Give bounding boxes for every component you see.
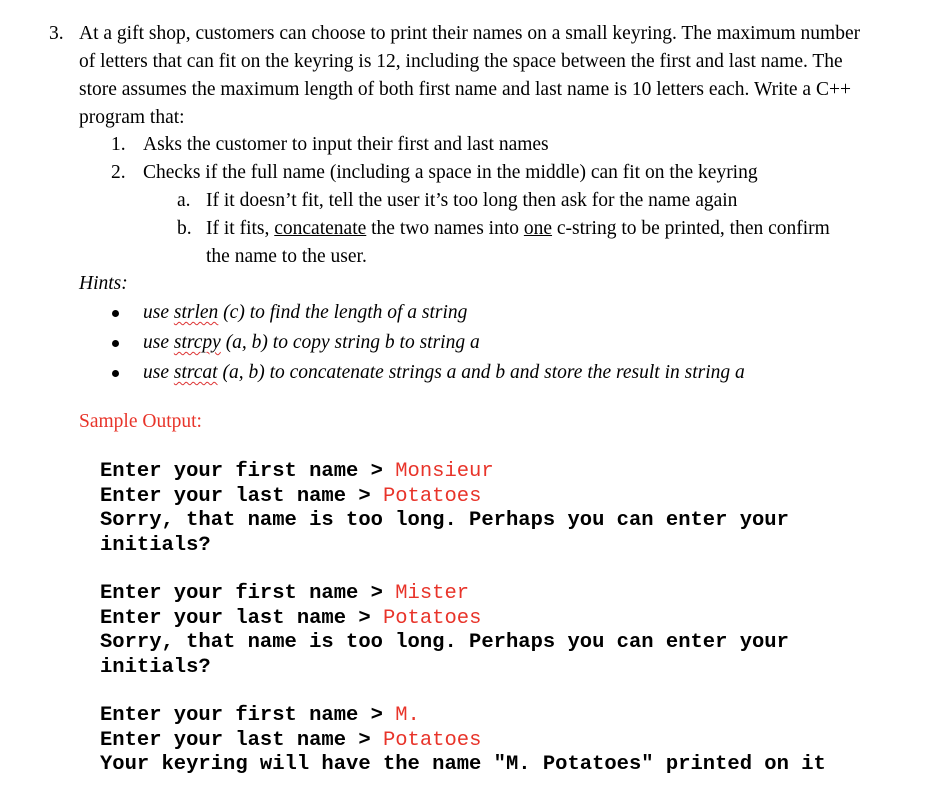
function-name: strcpy	[173, 332, 221, 353]
sample-output-label: Sample Output:	[79, 411, 202, 432]
substep-text: If it doesn’t fit, tell the user it’s too long then ask for the name again	[206, 190, 738, 211]
console-line: initials?	[100, 533, 211, 557]
document-page: 3. At a gift shop, customers can choose to print their names on a small keyring. The maximum number of letters that can fit on the keyring is 12, including the space between the first and last name. The store assumes the maximum length of both first name and last name is 10 letters each. Write a C++ program that: 1. Asks the customer to input their first and last names 2. Checks if the full name (including a space in the middle) can fit on the keyring a. If it doesn’t fit, tell the user it’s too long then ask for the name again b. If it fits, concatenate the two names into one c-string to be printed, then confirm the name to the user. Hints: use strlen (c) to find the length of a string use strcpy (a, b) to copy string b to string a use strcat (a, b) to concatenate strings a and b and store the result in string a Sample Output: Enter your first name > Monsieur Enter your last name > Potatoes Sorry, that name is too long. Perhaps you can enter your initials? Enter your first name > Mister Enter your last name > Potatoes Sorry, that name is too long. Perhaps you can enter your initials? Enter your first name > M. Enter your last name > Potatoes Your keyring will have the name "M. Potatoes" printed on it	[0, 0, 932, 798]
substep-letter: a.	[177, 190, 191, 211]
console-line: Enter your first name > Mister	[100, 582, 470, 605]
hints-label: Hints:	[79, 273, 128, 294]
console-block-2	[100, 582, 789, 680]
underlined-word: concatenate	[274, 218, 367, 239]
substep-letter: b.	[177, 218, 192, 239]
console-line: Enter your first name > M.	[100, 704, 420, 727]
console-block-3	[100, 704, 826, 778]
question-intro: At a gift shop, customers can choose to print their names on a small keyring. The maximum number of letters that can fit on the keyring is 12, including the space between the first and last name. The store assumes the maximum length of both first name and last name is 10 letters each. Write a C++ program that:	[79, 23, 861, 128]
step-text: Asks the customer to input their first and last names	[143, 134, 549, 155]
step-number: 2.	[111, 162, 126, 183]
user-input: Mister	[395, 582, 470, 605]
step-number: 1.	[111, 134, 126, 155]
console-line: Sorry, that name is too long. Perhaps you can enter your	[100, 631, 789, 654]
user-input: Potatoes	[382, 484, 482, 508]
user-input: Potatoes	[382, 728, 482, 752]
bullet-icon	[112, 310, 119, 317]
console-line: initials?	[100, 655, 211, 679]
bullet-icon	[112, 340, 119, 347]
user-input: Potatoes	[382, 606, 482, 630]
function-name: strlen	[173, 302, 219, 323]
console-line: Enter your last name > Potatoes	[100, 606, 482, 630]
user-input: Monsieur	[395, 460, 494, 483]
user-input: M.	[395, 704, 420, 727]
function-name: strcat	[173, 362, 218, 383]
step-text: Checks if the full name (including a space in the middle) can fit on the keyring	[143, 162, 758, 183]
underlined-word: one	[523, 218, 553, 239]
console-line: Your keyring will have the name "M. Potatoes" printed on it	[100, 753, 826, 776]
console-line: Enter your last name > Potatoes	[100, 484, 482, 508]
console-line: Sorry, that name is too long. Perhaps you can enter your	[100, 509, 789, 532]
question-number: 3.	[49, 23, 64, 44]
console-line: Enter your last name > Potatoes	[100, 728, 482, 752]
bullet-icon	[112, 370, 119, 377]
console-line: Enter your first name > Monsieur	[100, 460, 494, 483]
substep-text: If it fits, concatenate the two names into one c-string to be printed, then confirm	[206, 218, 830, 239]
console-block-1	[100, 460, 789, 558]
